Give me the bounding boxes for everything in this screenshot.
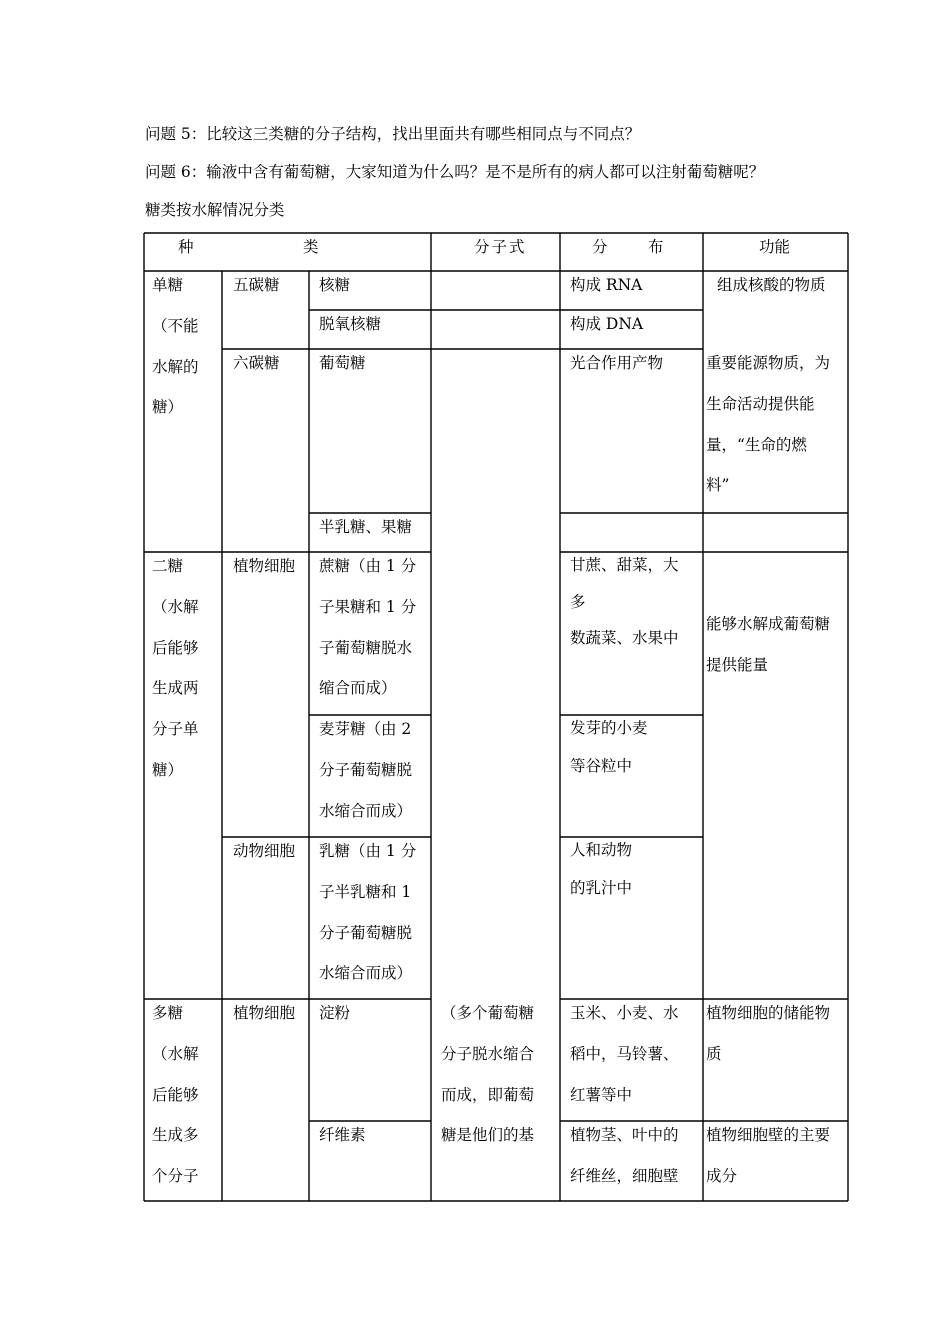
starch-label: 淀粉	[319, 1004, 351, 1022]
lactose-label: 乳糖（由 1 分 子半乳糖和 1 分子葡萄糖脱 水缩合而成）	[319, 842, 417, 983]
pentose-label: 五碳糖	[233, 276, 280, 294]
starch-function: 植物细胞的储能物 质	[706, 1004, 831, 1063]
glucose-distribution: 光合作用产物	[570, 354, 664, 372]
maltose-distribution: 发芽的小麦 等谷粒中	[570, 719, 648, 775]
ribose-label: 核糖	[319, 276, 351, 294]
glucose-label: 葡萄糖	[319, 354, 366, 372]
polysaccharide-formula-note: （多个葡萄糖 分子脱水缩合 而成，即葡萄 糖是他们的基	[441, 1004, 535, 1145]
header-distribution-b: 布	[648, 238, 664, 256]
lactose-distribution: 人和动物 的乳汁中	[570, 841, 633, 897]
energy-function: 重要能源物质，为 生命活动提供能 量，“生命的燃 料”	[706, 354, 831, 495]
deoxyribose-distribution: 构成 DNA	[570, 315, 644, 333]
header-distribution-a: 分	[592, 238, 608, 256]
starch-distribution: 玉米、小麦、水 稻中，马铃薯、 红薯等中	[570, 1004, 679, 1104]
cellulose-label: 纤维素	[319, 1126, 366, 1144]
hexose-label: 六碳糖	[233, 354, 280, 372]
ribose-distribution: 构成 RNA	[570, 276, 643, 294]
poly-plant-cell-label: 植物细胞	[233, 1004, 296, 1022]
table-caption: 糖类按水解情况分类	[145, 201, 285, 219]
disaccharide-function: 能够水解成葡萄糖 提供能量	[706, 615, 831, 674]
question-5: 问题 5：比较这三类糖的分子结构，找出里面共有哪些相同点与不同点？	[145, 125, 641, 143]
sucrose-distribution: 甘蔗、甜菜，大 多 数蔬菜、水果中	[570, 556, 679, 647]
question-6: 问题 6：输液中含有葡萄糖，大家知道为什么吗？是不是所有的病人都可以注射葡萄糖呢？	[145, 163, 765, 181]
mono-category: 单糖 （不能 水解的 糖）	[152, 276, 199, 417]
header-function: 功能	[759, 238, 791, 256]
cellulose-function: 植物细胞壁的主要 成分	[706, 1126, 831, 1185]
di-plant-cell-label: 植物细胞	[233, 557, 296, 575]
di-category: 二糖 （水解 后能够 生成两 分子单 糖）	[152, 557, 199, 779]
maltose-label: 麦芽糖（由 2 分子葡萄糖脱 水缩合而成）	[319, 720, 413, 820]
sucrose-label: 蔗糖（由 1 分 子果糖和 1 分 子葡萄糖脱水 缩合而成）	[319, 557, 417, 698]
cellulose-distribution: 植物茎、叶中的 纤维丝，细胞壁	[570, 1126, 679, 1185]
di-animal-cell-label: 动物细胞	[233, 842, 296, 860]
poly-category: 多糖 （水解 后能够 生成多 个分子	[152, 1004, 199, 1186]
header-kind-b: 类	[303, 238, 319, 256]
header-formula: 分子式	[474, 238, 527, 256]
header-kind-a: 种	[178, 238, 194, 256]
deoxyribose-label: 脱氧核糖	[319, 315, 382, 333]
nucleic-acid-function: 组成核酸的物质	[717, 276, 826, 294]
galactose-fructose-label: 半乳糖、果糖	[319, 518, 413, 536]
